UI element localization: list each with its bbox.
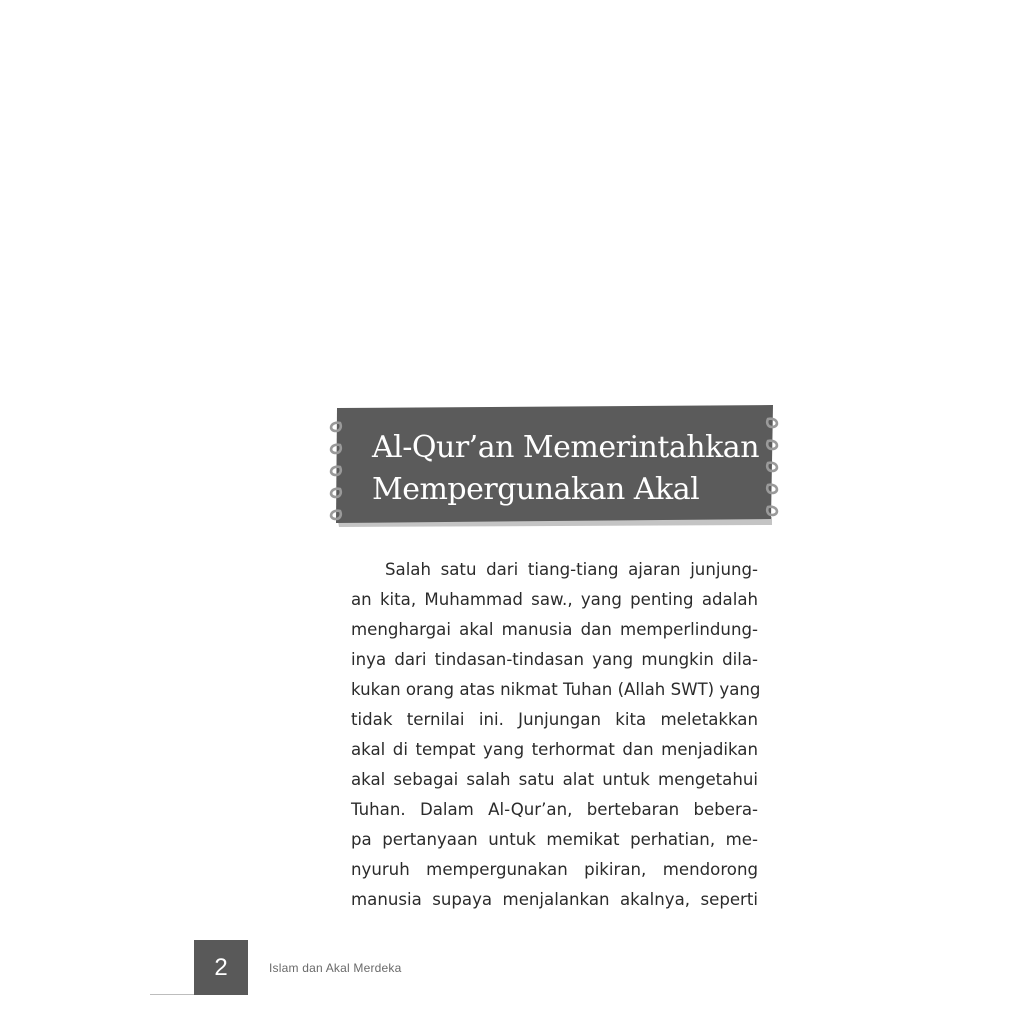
chapter-title-banner	[336, 405, 773, 527]
running-title: Islam dan Akal Merdeka	[269, 961, 402, 975]
body-line: Tuhan. Dalam Al-Qur’an, bertebaran bebera-	[351, 800, 758, 819]
body-line: tidak ternilai ini. Junjungan kita meletakkan	[351, 710, 758, 729]
body-line: Salah satu dari tiang-tiang ajaran junjung-	[385, 560, 758, 579]
chapter-title-line-1: Al-Qur’an Memerintahkan	[372, 430, 760, 465]
body-line: kukan orang atas nikmat Tuhan (Allah SWT) yang	[351, 680, 761, 699]
body-line: menghargai akal manusia dan memperlindung-	[351, 620, 758, 639]
chapter-title-line-2: Mempergunakan Akal	[372, 472, 700, 507]
spiral-rings-left-icon	[326, 415, 348, 525]
body-line: nyuruh mempergunakan pikiran, mendorong	[351, 860, 758, 879]
body-line: akal sebagai salah satu alat untuk mengetahui	[351, 770, 758, 789]
body-paragraph	[351, 555, 761, 915]
body-line: manusia supaya menjalankan akalnya, seperti	[351, 890, 758, 909]
page-number: 2	[194, 940, 248, 995]
chapter-title	[372, 427, 772, 511]
body-line: inya dari tindasan-tindasan yang mungkin dila-	[351, 650, 758, 669]
body-line: an kita, Muhammad saw., yang penting adalah	[351, 590, 758, 609]
body-line: akal di tempat yang terhormat dan menjadikan	[351, 740, 758, 759]
body-line: pa pertanyaan untuk memikat perhatian, me-	[351, 830, 758, 849]
